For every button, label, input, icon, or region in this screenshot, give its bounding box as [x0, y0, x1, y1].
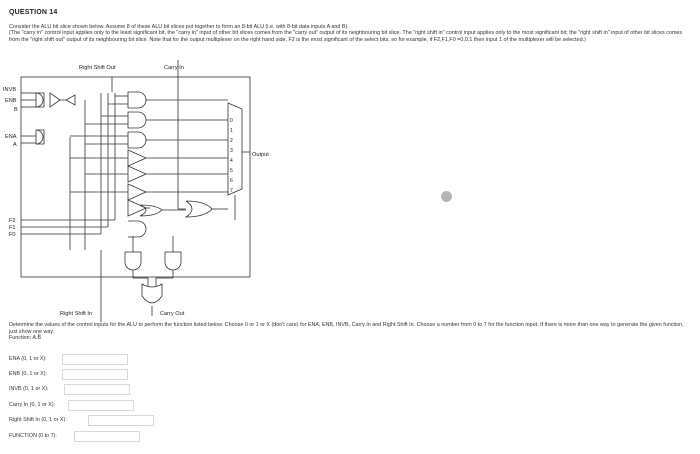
alu-bit-slice-diagram	[0, 60, 300, 322]
diagram-frame	[21, 77, 250, 277]
mux-input-6: 6	[230, 178, 233, 184]
buffer-gate-3	[128, 184, 146, 200]
enb-field-label: ENB (0, 1 or X):	[9, 371, 48, 377]
carry-and-gate-1	[125, 252, 141, 270]
carry-in-field-label: Carry In (0, 1 or X):	[9, 402, 56, 408]
f0-label: F0	[9, 232, 16, 238]
mux-input-7: 7	[230, 188, 233, 194]
instructions	[9, 322, 685, 342]
f1-label: F1	[9, 225, 16, 231]
enb-input[interactable]	[62, 369, 128, 380]
or-gate	[128, 221, 146, 237]
mux-input-4: 4	[230, 158, 233, 164]
b-input-label: B	[14, 107, 18, 113]
right-shift-in-label: Right Shift In	[60, 311, 93, 317]
carry-out-label: Carry Out	[160, 311, 185, 317]
buffer-gate-2	[128, 166, 146, 182]
a-input-label: A	[13, 142, 17, 148]
mux-input-5: 5	[230, 168, 233, 174]
xor-gate-b	[50, 93, 60, 107]
invb-field-label: INVB (0, 1 or X):	[9, 386, 49, 392]
buffer-gate-1	[128, 150, 146, 166]
f2-label: F2	[9, 218, 16, 224]
question-title: QUESTION 14	[9, 9, 58, 16]
right-shift-in-field-label: Right Shift In (0, 1 or X):	[9, 417, 67, 423]
enb-label: ENB	[5, 98, 17, 104]
ena-label: ENA	[5, 134, 17, 140]
right-shift-in-input[interactable]	[88, 415, 154, 426]
xor-gate-2	[186, 201, 212, 217]
mux-input-1: 1	[230, 128, 233, 134]
right-shift-out-label: Right Shift Out	[79, 65, 116, 71]
carry-or-gate	[142, 284, 162, 303]
function-label: Function: A.B̅	[9, 335, 42, 342]
function-field-label: FUNCTION (0 to 7):	[9, 433, 57, 439]
question-intro	[9, 24, 685, 43]
and-gate-1	[128, 92, 146, 108]
ena-input[interactable]	[62, 354, 128, 365]
function-input[interactable]	[74, 431, 140, 442]
field-row-carry-in	[9, 402, 55, 408]
carry-in-input[interactable]	[68, 400, 134, 411]
xor-gate-1	[140, 205, 162, 216]
field-row-enb	[9, 371, 47, 377]
status-dot	[441, 191, 452, 202]
intro-line-1: Consider the ALU bit slice shown below. Assume 8 of these ALU bit slices put together to form an 8-bit ALU (i.e. with 8-bit data inputs A and B).	[9, 24, 349, 30]
intro-line-2: (The "carry in" control input applies only to the least significant bit, the "carry in" input of other bit slices comes from the "carry out" output of its neighbouring bit slice. The "right shift in" control input applies only to the most significant bit; the "right shift in" input of other bit slices comes from the "right shift out" output of its neighbouring bit slice. Note that for the output multiplexer on the right hand side, F2 is the most significant of the select bits, so for example, if F2,F1,F0 =0,0,1 then input 1 of the multiplexer will be selected.)	[9, 30, 683, 43]
and-gate-3	[128, 132, 146, 148]
mux-input-0: 0	[230, 118, 233, 124]
output-label: Output	[252, 152, 269, 158]
field-row-right-shift-in	[9, 417, 67, 423]
and-gate-2	[128, 112, 146, 128]
invb-input[interactable]	[64, 384, 130, 395]
mux-input-2: 2	[230, 138, 233, 144]
mux-input-3: 3	[230, 148, 233, 154]
carry-and-gate-2	[165, 252, 181, 270]
carry-in-label: Carry In	[164, 65, 184, 71]
ena-field-label: ENA (0, 1 or X):	[9, 356, 47, 362]
field-row-function	[9, 433, 57, 439]
field-row-invb	[9, 386, 49, 392]
field-row-ena	[9, 356, 47, 362]
invb-label: INVB	[3, 87, 17, 93]
instructions-text: Determine the values of the control inputs for the ALU to perform the function listed below. Choose 0 or 1 or X (don't care) for ENA, ENB, INVB, Carry In and Right Shift In. Choose a number from 0 to 7 for the function input. If there is more than one way to generate the given function, just show one way.	[9, 322, 684, 335]
